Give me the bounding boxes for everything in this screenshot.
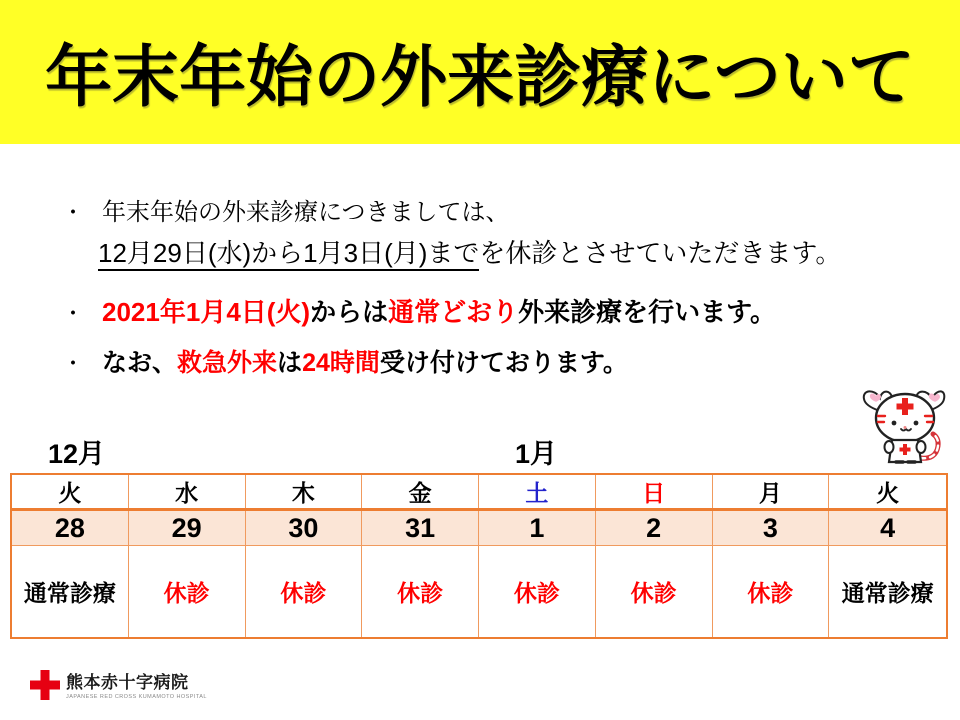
emergency-emphasis: 救急外来	[177, 349, 278, 377]
hours-emphasis: 24時間	[302, 349, 380, 377]
nurse-cat-mascot-icon	[858, 376, 954, 468]
year-end-schedule-table	[10, 473, 948, 639]
date-cell: 29	[129, 511, 246, 545]
date-row	[12, 511, 946, 546]
bullet-3-text-c: 受け付けております。	[379, 349, 628, 377]
date-cell: 4	[880, 512, 896, 543]
reopen-date: 2021年1月4日(火)	[102, 297, 311, 327]
reopen-emphasis: 通常どおり	[388, 297, 519, 327]
weekday-cell: 金	[362, 475, 479, 508]
bullet-3-text-a: なお、	[102, 349, 178, 377]
title-banner	[0, 0, 960, 144]
month-label-december: 12月	[48, 439, 106, 469]
date-cell: 1	[479, 511, 596, 545]
weekday-cell: 日	[596, 475, 713, 508]
date-cell: 31	[362, 511, 479, 545]
bullet-marker: ・	[62, 351, 85, 376]
hospital-name: 熊本赤十字病院	[66, 673, 189, 692]
bullet-2-text-a: からは	[310, 297, 389, 327]
hospital-logo	[28, 668, 207, 702]
status-cell: 休診	[479, 546, 596, 637]
weekday-cell: 木	[246, 475, 363, 508]
bullet-1-text: 年末年始の外来診療につきましては、	[102, 199, 510, 226]
status-cell: 休診	[596, 546, 713, 637]
bullet-1-line-2	[98, 233, 841, 270]
weekday-cell: 水	[129, 475, 246, 508]
weekday-cell: 月	[713, 475, 830, 508]
bullet-marker: ・	[62, 301, 85, 326]
closure-period-underlined: 12月29日(水)から1月3日(月)まで	[98, 238, 479, 271]
hospital-name-en: JAPANESE RED CROSS KUMAMOTO HOSPITAL	[66, 693, 207, 700]
status-cell: 通常診療	[12, 546, 129, 637]
status-cell: 休診	[129, 546, 246, 637]
bullet-2-text-b: 外来診療を行います。	[518, 297, 777, 327]
bullet-3-text-b: は	[277, 349, 303, 377]
red-cross-icon	[28, 668, 62, 702]
weekday-cell: 火	[876, 480, 900, 506]
bullet-3	[62, 343, 628, 379]
weekday-header-row	[12, 475, 946, 511]
bullet-marker: ・	[62, 200, 85, 225]
status-row	[12, 546, 946, 637]
weekday-cell: 土	[479, 475, 596, 508]
status-cell: 休診	[362, 546, 479, 637]
closure-period-rest: を休診とさせていただきます。	[479, 238, 842, 268]
bullet-1-line-1	[62, 192, 510, 227]
hospital-logo-text	[66, 668, 207, 700]
status-cell: 休診	[713, 546, 830, 637]
weekday-cell: 火	[12, 475, 129, 508]
month-label-january: 1月	[515, 439, 558, 469]
status-cell: 通常診療	[841, 580, 934, 606]
date-cell: 3	[713, 511, 830, 545]
page-title: 年末年始の外来診療について	[45, 40, 915, 115]
date-cell: 2	[596, 511, 713, 545]
date-cell: 28	[12, 511, 129, 545]
bullet-2	[62, 292, 776, 329]
date-cell: 30	[246, 511, 363, 545]
status-cell: 休診	[246, 546, 363, 637]
